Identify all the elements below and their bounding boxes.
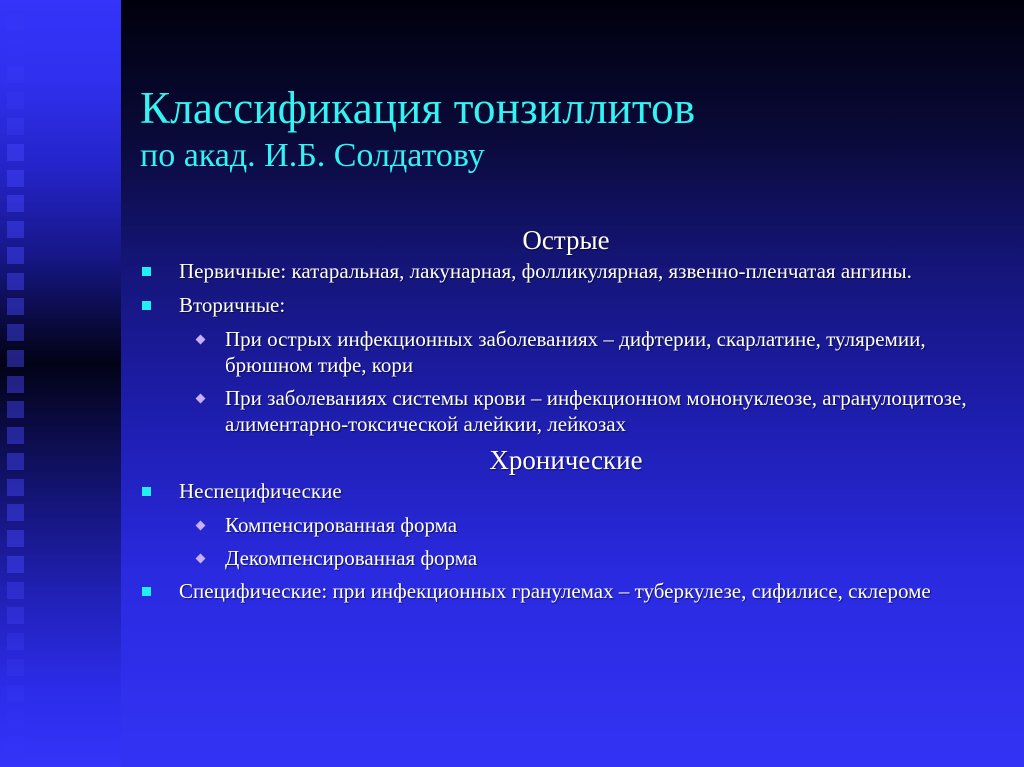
square-bullet-icon [142,587,151,596]
list-item-text: Специфические: при инфекционных гранулемах – туберкулезе, сифилисе, склероме [179,579,931,603]
section-heading-acute: Острые [522,225,610,255]
decorative-square [7,376,24,393]
decorative-square [7,324,24,341]
sub-item-text: При острых инфекционных заболеваниях – дифтерии, скарлатине, туляремии, брюшном тифе, кори [225,327,926,377]
decorative-square [7,221,24,238]
decorative-square [7,479,24,496]
list-item-primary [140,258,999,284]
decorative-square [7,92,24,109]
sub-item-compensated [140,512,985,538]
list-item-text: Неспецифические [179,479,342,503]
decorative-square [7,350,24,367]
decorative-square [7,736,24,753]
square-bullet-icon [142,267,151,276]
list-item-text: Вторичные: [179,293,286,317]
sub-item-blood-diseases [140,385,985,437]
decorative-square [7,247,24,264]
square-bullet-icon [142,487,151,496]
decorative-square [7,685,24,702]
decorative-square [7,582,24,599]
diamond-bullet-icon [196,335,206,345]
decorative-square [7,607,24,624]
decorative-square [7,427,24,444]
decorative-square [7,556,24,573]
slide-title: Классификация тонзиллитов [140,83,696,133]
decorative-square [7,710,24,727]
decorative-square [7,633,24,650]
decorative-square [7,298,24,315]
square-bullet-icon [142,301,151,310]
decorative-square [7,170,24,187]
slide-title-block [140,82,695,178]
decorative-square [7,66,24,83]
decorative-square [7,14,24,31]
slide-subtitle: по акад. И.Б. Солдатову [140,137,485,174]
decorative-square [7,273,24,290]
decorative-square [7,40,24,57]
sub-item-text: Декомпенсированная форма [225,546,478,570]
diamond-bullet-icon [196,394,206,404]
sub-item-text: При заболеваниях системы крови – инфекционном мононуклеозе, агранулоцитозе, алиментарно-токсической алейкии, лейкозах [225,386,967,436]
list-item-nonspecific [140,478,999,504]
decorative-square [7,530,24,547]
decorative-side-strip [0,0,121,767]
sub-item-acute-infections [140,326,985,378]
decorative-square [7,453,24,470]
slide-body [140,222,1010,612]
diamond-bullet-icon [196,521,206,531]
list-item-text: Первичные: катаральная, лакунарная, фолликулярная, язвенно-пленчатая ангины. [179,259,912,283]
section-heading-chronic: Хронические [489,445,643,475]
sub-item-text: Компенсированная форма [225,513,458,537]
list-item-specific [140,578,999,604]
decorative-square [7,504,24,521]
sub-item-decompensated [140,545,985,571]
list-item-secondary [140,292,999,318]
diamond-bullet-icon [196,554,206,564]
decorative-square [7,144,24,161]
decorative-square [7,118,24,135]
decorative-square [7,195,24,212]
decorative-square [7,659,24,676]
decorative-square [7,401,24,418]
